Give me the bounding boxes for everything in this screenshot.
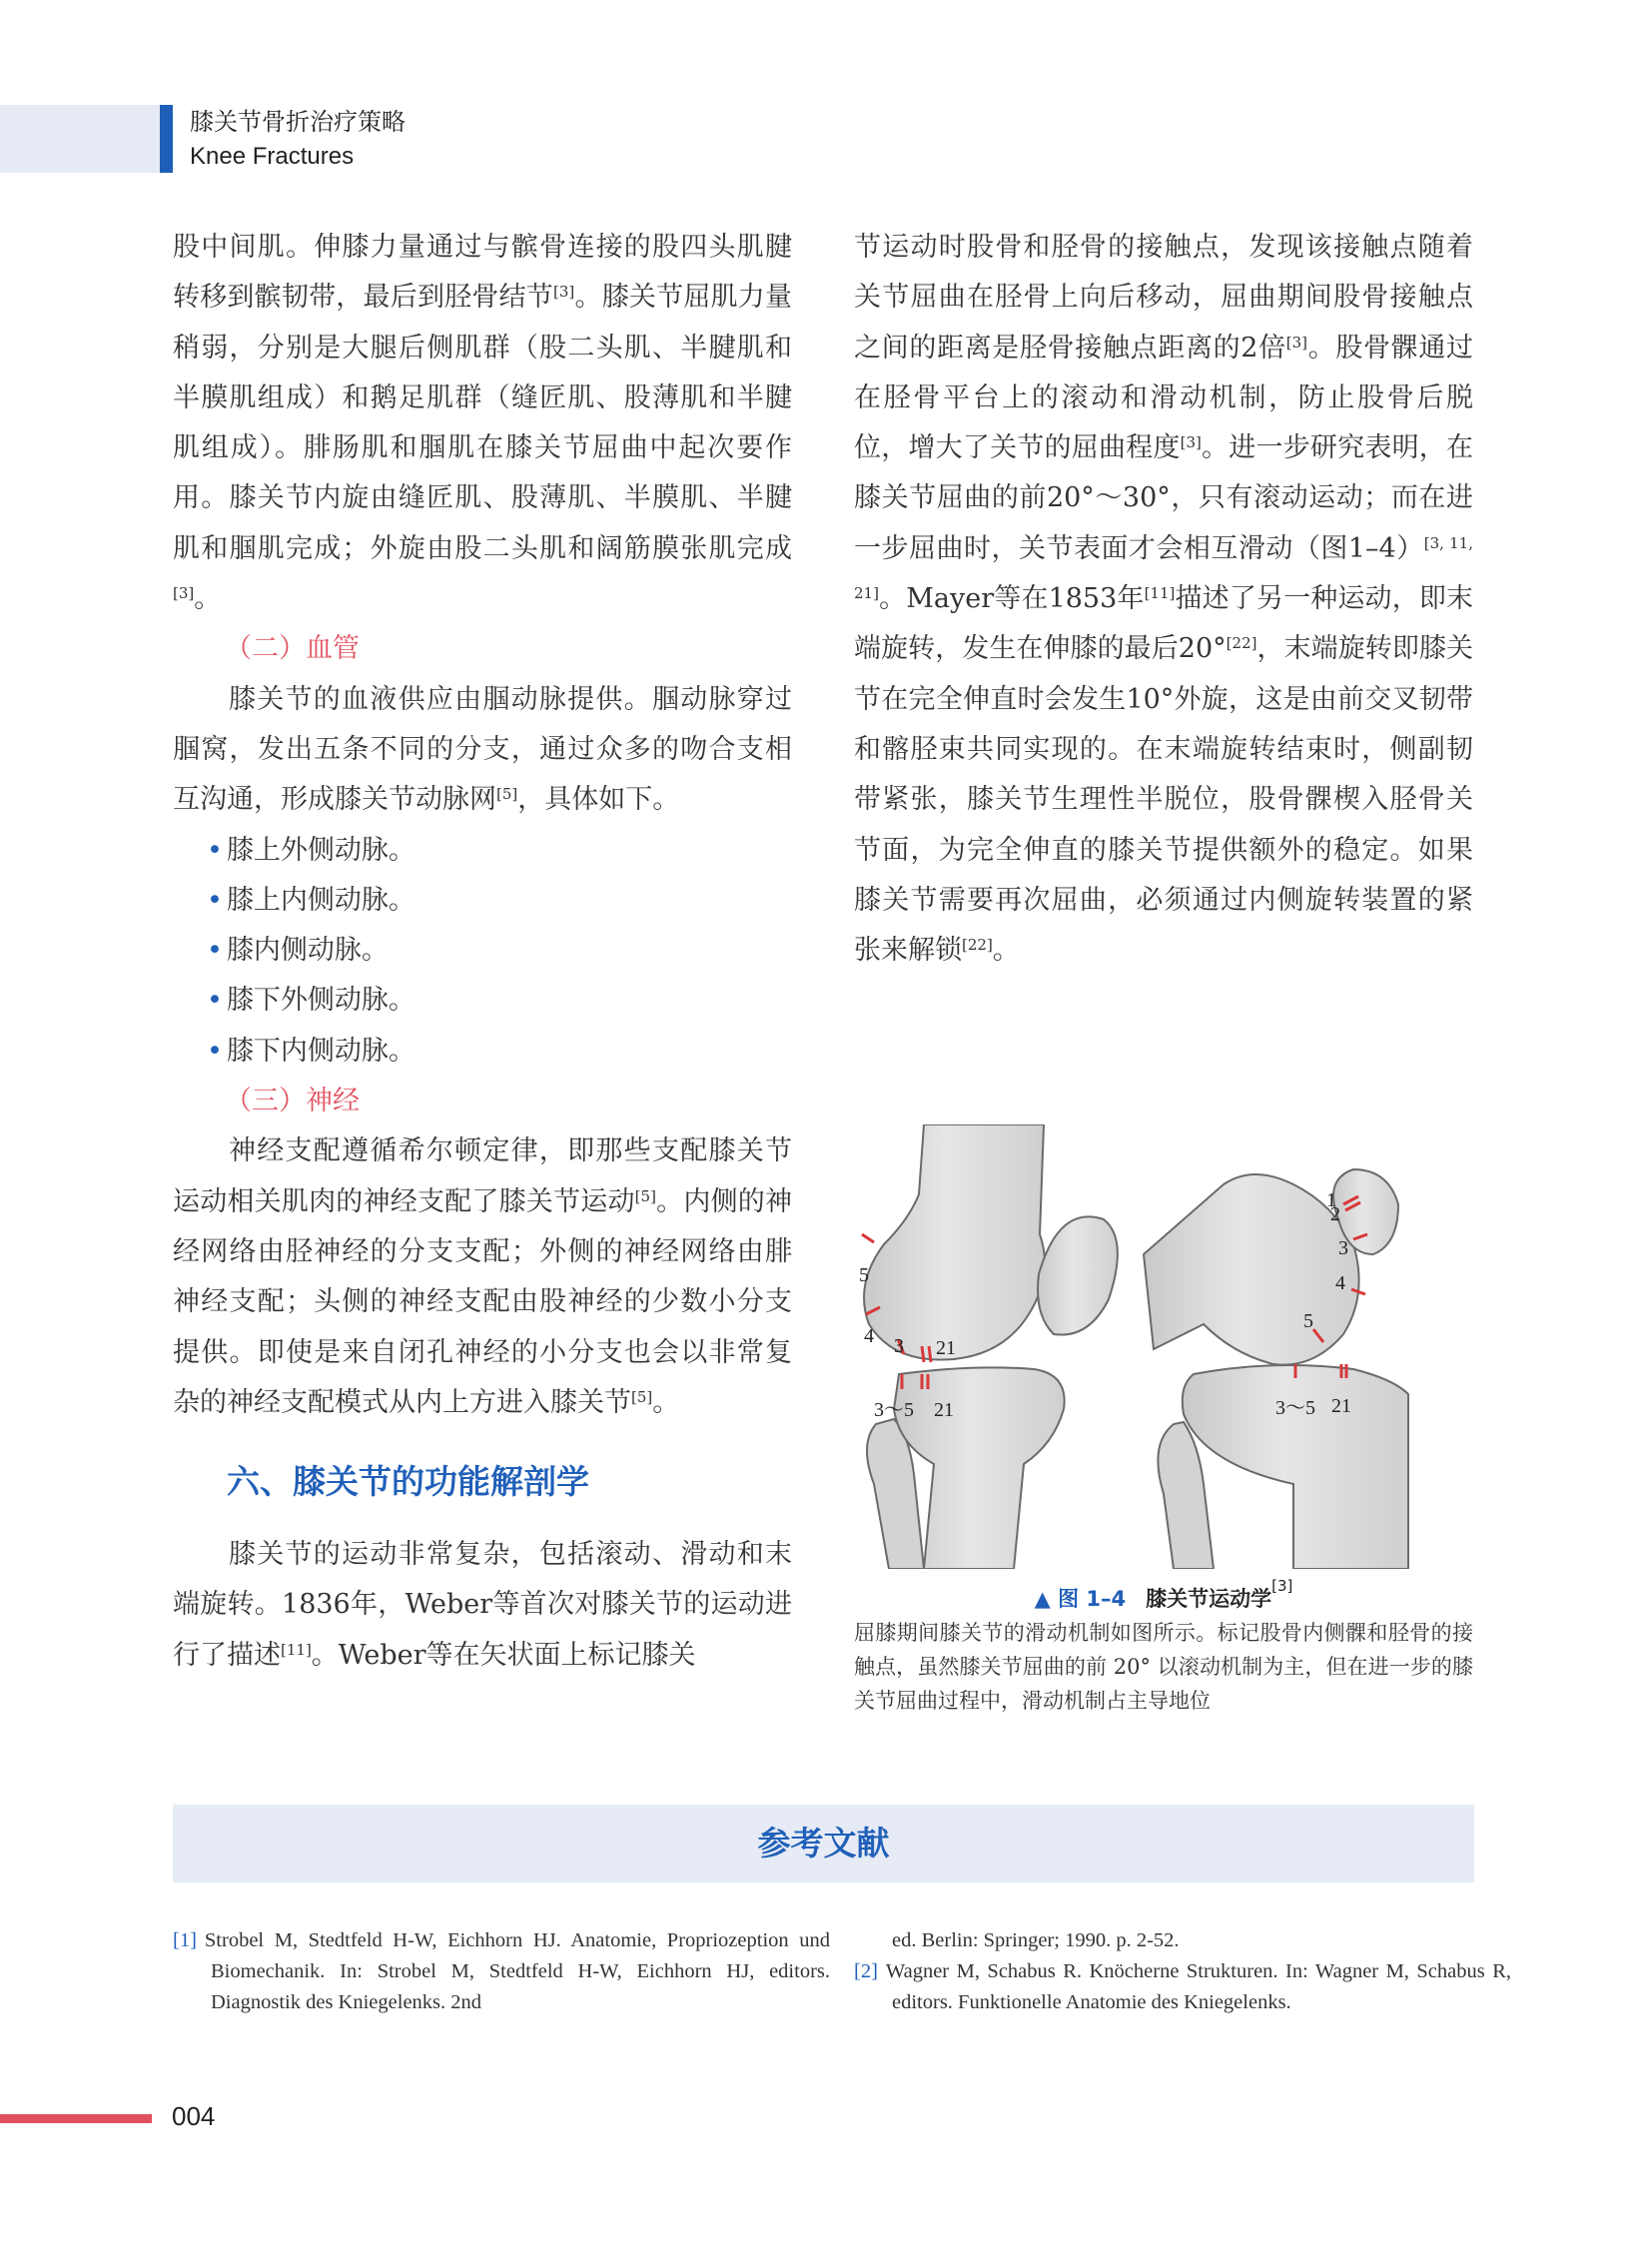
tibia (1183, 1365, 1408, 1569)
bullet-icon: • (207, 935, 223, 967)
left-paragraph-2 (173, 675, 792, 826)
citation: [3] (173, 584, 195, 603)
citation: [5] (496, 785, 518, 804)
citation: [22] (1226, 634, 1257, 653)
mark-label: 21 (936, 1337, 956, 1359)
mark-label: 2 (1330, 1203, 1340, 1225)
footer-accent-bar (0, 2114, 152, 2123)
page-number: 004 (172, 2101, 216, 2131)
text-run: 膝关节的血液供应由腘动脉提供。腘动脉穿过腘窝，发出五条不同的分支，通过众多的吻合支相互沟通，形成膝关节动脉网 (173, 683, 792, 816)
section-heading: 六、膝关节的功能解剖学 (227, 1462, 589, 1502)
right-column (854, 223, 1473, 976)
references-title: 参考文献 (757, 1824, 890, 1863)
list-item: • 膝内侧动脉。 (207, 935, 389, 967)
citation: [5] (634, 1186, 656, 1205)
mark-label: 4 (1335, 1272, 1345, 1294)
text-run: 。Weber等在矢状面上标记膝关 (311, 1639, 696, 1671)
bullet-icon: • (207, 1035, 223, 1067)
reference-item (854, 1956, 1511, 2018)
text-run: 。进一步研究表明，在膝关节屈曲的前20°～30°，只有滚动运动；而在进一步屈曲时，关节表面才会相互滑动（图1–4） (854, 432, 1474, 564)
mark-label: 3～5 (1275, 1397, 1315, 1419)
header-band (0, 105, 160, 173)
femur (864, 1124, 1045, 1360)
mark-label: 21 (934, 1399, 954, 1421)
text-run: ，末端旋转即膝关节在完全伸直时会发生10°外旋，这是由前交叉韧带和髂胫束共同实现的。在末端旋转结束时，侧副韧带紧张，膝关节生理性半脱位，股骨髁楔入胫骨关节面，为完全伸直的膝关节提供额外的稳定。如果膝关节需要再次屈曲，必须通过内侧旋转装置的紧张来解锁 (854, 633, 1474, 967)
flexed-knee (1144, 1169, 1408, 1569)
figure-name: 膝关节运动学 (1146, 1587, 1272, 1611)
text-run: 神经支配遵循希尔顿定律，即那些支配膝关节运动相关肌肉的神经支配了膝关节运动 (173, 1135, 792, 1217)
citation: [5] (631, 1387, 653, 1406)
reference-number: [2] (854, 1960, 878, 1982)
list-item: • 膝上外侧动脉。 (207, 834, 415, 866)
figure-caption-title (854, 1577, 1473, 1613)
list-item: • 膝下外侧动脉。 (207, 985, 415, 1017)
mark-label: 4 (864, 1325, 874, 1347)
contact-mark (922, 1346, 924, 1362)
list-item: • 膝下内侧动脉。 (207, 1035, 415, 1067)
text-run: 股中间肌。伸膝力量通过与髌骨连接的股四头肌腱转移到髌韧带，最后到胫骨结节 (173, 232, 792, 314)
text-run: ，具体如下。 (517, 784, 680, 816)
citation: [3] (1180, 433, 1202, 452)
figure-number: ▲ 图 1–4 (1034, 1587, 1127, 1611)
figure-caption-text: 屈膝期间膝关节的滑动机制如图所示。标记股骨内侧髁和胫骨的接触点，虽然膝关节屈曲的前 20° 以滚动机制为主，但在进一步的膝关节屈曲过程中，滑动机制占主导地位 (854, 1621, 1473, 1713)
patella (1038, 1216, 1118, 1334)
extended-knee (859, 1124, 1118, 1569)
text-run: 。 (652, 1386, 680, 1418)
running-title-en: Knee Fractures (190, 143, 355, 170)
mark-label: 21 (1331, 1395, 1351, 1417)
citation: [3, 11, 21] (854, 533, 1473, 603)
reference-continuation: ed. Berlin: Springer; 1990. p. 2-52. (892, 1929, 1180, 1951)
reference-item (173, 1925, 830, 2018)
left-column (173, 223, 792, 1681)
bullet-icon: • (207, 985, 223, 1017)
citation: [11] (281, 1640, 312, 1659)
left-paragraph-1 (173, 223, 792, 624)
text-run: 膝关节的运动非常复杂，包括滚动、滑动和末端旋转。1836年，Weber等首次对膝关节的运动进行了描述 (173, 1539, 792, 1671)
citation: [22] (962, 936, 993, 955)
right-paragraph-1 (854, 223, 1473, 976)
bullet-icon: • (207, 884, 223, 916)
contact-mark (929, 1346, 931, 1362)
mark-label: 5 (1303, 1310, 1313, 1332)
text-run: 。Mayer等在1853年 (878, 583, 1145, 615)
citation: [11] (1144, 584, 1176, 603)
reference-number: [1] (173, 1929, 197, 1951)
running-title-cn: 膝关节骨折治疗策略 (190, 108, 406, 136)
bullet-icon: • (207, 834, 223, 866)
text-run: 。内侧的神经网络由胫神经的分支支配；外侧的神经网络由腓神经支配；头侧的神经支配由股神经的少数小分支提供。即使是来自闭孔神经的小分支也会以非常复杂的神经支配模式从内上方进入膝关节 (173, 1185, 793, 1418)
citation: [3] (1271, 1577, 1293, 1595)
mark-label: 3 (894, 1335, 904, 1357)
text-run: 节运动时股骨和胫骨的接触点，发现该接触点随着关节屈曲在胫骨上向后移动，屈曲期间股骨接触点之间的距离是胫骨接触点距离的2倍 (854, 232, 1473, 364)
text-run: 描述了另一种运动，即末端旋转，发生在伸膝的最后20° (854, 583, 1473, 665)
subheading-vessels: （二）血管 (225, 633, 360, 665)
contact-mark (862, 1234, 874, 1242)
header-accent-bar (160, 105, 173, 173)
reference-text: Wagner M, Schabus R. Knöcherne Strukturen. In: Wagner M, Schabus R, editors. Funktionelle Anatomie des Kniegelenks. (885, 1960, 1511, 2013)
mark-label: 1 (1326, 1189, 1336, 1211)
mark-label: 3 (1338, 1237, 1348, 1259)
left-paragraph-4 (173, 1530, 792, 1681)
reference-text: Strobel M, Stedtfeld H-W, Eichhorn HJ. Anatomie, Propriozeption und Biomechanik. In: Strobel M, Stedtfeld H-W, Eichhorn HJ, editors. Diagnostik des Kniegelenks. 2nd (204, 1929, 830, 2013)
subheading-nerves: （三）神经 (225, 1086, 360, 1118)
citation: [3] (553, 283, 575, 302)
mark-label: 5 (859, 1264, 869, 1286)
knee-kinematics-figure (854, 1124, 1473, 1569)
left-paragraph-3 (173, 1126, 792, 1428)
text-run: 。股骨髁通过在胫骨平台上的滚动和滑动机制，防止股骨后脱位，增大了关节的屈曲程度 (854, 332, 1474, 464)
knee-illustration (854, 1124, 1473, 1569)
mark-label: 3～5 (874, 1399, 914, 1421)
text-run: 。膝关节屈肌力量稍弱，分别是大腿后侧肌群（股二头肌、半腱肌和半膜肌组成）和鹅足肌群（缝匠肌、股薄肌和半腱肌组成）。腓肠肌和腘肌在膝关节屈曲中起次要作用。膝关节内旋由缝匠肌、股薄肌、半膜肌、半腱肌和腘肌完成；外旋由股二头肌和阔筋膜张肌完成 (173, 282, 793, 564)
text-run: 。 (194, 583, 222, 615)
list-item: • 膝上内侧动脉。 (207, 884, 415, 916)
citation: [3] (1285, 333, 1308, 352)
text-run: 。 (992, 935, 1020, 967)
